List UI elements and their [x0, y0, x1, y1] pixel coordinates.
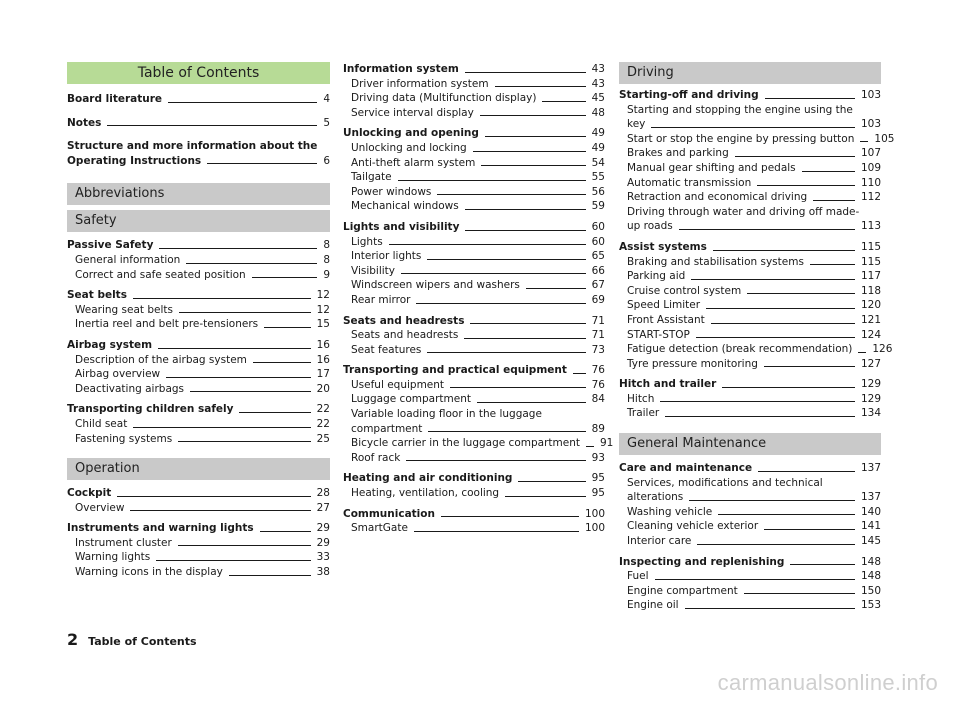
page-footer — [67, 630, 197, 649]
toc-subentry[interactable]: Seat features 73 — [351, 343, 605, 356]
toc-subentry[interactable]: Warning lights 33 — [75, 551, 330, 564]
toc-subentry[interactable]: Fuel 148 — [627, 570, 881, 583]
toc-subentry[interactable]: Manual gear shifting and pedals 109 — [627, 161, 881, 174]
toc-entry[interactable]: Assist systems 115 — [619, 240, 881, 253]
toc-subentry[interactable]: Windscreen wipers and washers 67 — [351, 279, 605, 292]
section-banner-abbreviations: Abbreviations — [67, 183, 330, 205]
toc-subentry[interactable]: up roads 113 — [627, 220, 881, 233]
toc-entry[interactable]: Lights and visibility 60 — [343, 220, 605, 233]
toc-subentry[interactable]: Roof rack 93 — [351, 451, 605, 464]
toc-subentry[interactable]: Overview 27 — [75, 501, 330, 514]
toc-entry[interactable]: Board literature 4 — [67, 93, 330, 105]
toc-entry[interactable]: Starting-off and driving 103 — [619, 89, 881, 101]
section-banner-safety: Safety — [67, 210, 330, 232]
toc-subentry[interactable]: Service interval display 48 — [351, 106, 605, 119]
watermark: carmanualsonline.info — [717, 670, 938, 695]
toc-subentry[interactable]: Hitch 129 — [627, 392, 881, 405]
toc-subentry[interactable]: START-STOP 124 — [627, 328, 881, 341]
toc-subentry[interactable]: Anti-theft alarm system 54 — [351, 156, 605, 169]
toc-subentry[interactable]: Power windows 56 — [351, 185, 605, 198]
toc-entry[interactable]: Notes 5 — [67, 116, 330, 129]
toc-entry[interactable]: Heating and air conditioning 95 — [343, 472, 605, 485]
toc-subentry[interactable]: Description of the airbag system 16 — [75, 353, 330, 366]
toc-entry-line1[interactable]: Structure and more information about the — [67, 140, 318, 153]
toc-subentry[interactable]: Automatic transmission 110 — [627, 176, 881, 189]
toc-entry[interactable]: Inspecting and replenishing 148 — [619, 555, 881, 568]
toc-entry[interactable]: Operating Instructions 6 — [67, 154, 330, 167]
toc-subentry[interactable]: Heating, ventilation, cooling 95 — [351, 487, 605, 500]
toc-subentry[interactable]: Fatigue detection (break recommendation) 126 — [627, 343, 893, 356]
toc-subentry[interactable]: General information 8 — [75, 253, 330, 266]
toc-subentry[interactable]: Mechanical windows 59 — [351, 200, 605, 213]
toc-entry[interactable]: Transporting children safely 22 — [67, 403, 330, 416]
page-number: 2 — [67, 630, 79, 649]
toc-subentry[interactable]: Child seat 22 — [75, 417, 330, 430]
toc-subentry[interactable]: Interior care 145 — [627, 535, 881, 548]
toc-subentry[interactable]: key 103 — [627, 118, 881, 131]
section-banner-maintenance: General Maintenance — [619, 433, 881, 455]
toc-subentry-line1[interactable]: Driving through water and driving off made- — [627, 205, 860, 218]
toc-subentry[interactable]: Brakes and parking 107 — [627, 147, 881, 160]
toc-subentry[interactable]: Tailgate 55 — [351, 171, 605, 184]
toc-subentry[interactable]: Parking aid 117 — [627, 270, 881, 283]
toc-subentry[interactable]: Deactivating airbags 20 — [75, 382, 330, 395]
toc-subentry[interactable]: Interior lights 65 — [351, 250, 605, 263]
toc-subentry[interactable]: Instrument cluster 29 — [75, 536, 330, 549]
toc-entry[interactable]: Communication 100 — [343, 507, 605, 520]
toc-subentry[interactable]: Inertia reel and belt pre-tensioners 15 — [75, 318, 330, 331]
toc-subentry[interactable]: Visibility 66 — [351, 264, 605, 277]
toc-subentry-line1[interactable]: Starting and stopping the engine using the — [627, 103, 853, 116]
toc-subentry[interactable]: Engine oil 153 — [627, 599, 881, 612]
toc-column-3 — [619, 62, 895, 613]
toc-subentry[interactable]: Braking and stabilisation systems 115 — [627, 255, 881, 268]
toc-subentry[interactable]: Luggage compartment 84 — [351, 393, 605, 406]
toc-entry[interactable]: Seats and headrests 71 — [343, 314, 605, 327]
toc-subentry[interactable]: SmartGate 100 — [351, 522, 605, 535]
toc-subentry[interactable]: alterations 137 — [627, 491, 881, 504]
footer-title: Table of Contents — [88, 635, 197, 648]
toc-entry[interactable]: Transporting and practical equipment 76 — [343, 364, 605, 377]
toc-subentry[interactable]: Cruise control system 118 — [627, 284, 881, 297]
toc-subentry[interactable]: Front Assistant 121 — [627, 313, 881, 326]
toc-subentry[interactable]: Useful equipment 76 — [351, 378, 605, 391]
toc-subentry[interactable]: Tyre pressure monitoring 127 — [627, 357, 881, 370]
toc-entry[interactable]: Unlocking and opening 49 — [343, 127, 605, 140]
toc-subentry[interactable]: compartment 89 — [351, 422, 605, 435]
section-banner-driving: Driving — [619, 62, 881, 84]
toc-entry[interactable]: Care and maintenance 137 — [619, 462, 881, 475]
toc-subentry[interactable]: Fastening systems 25 — [75, 432, 330, 445]
toc-subentry[interactable]: Correct and safe seated position 9 — [75, 268, 330, 281]
toc-entry[interactable]: Hitch and trailer 129 — [619, 378, 881, 391]
toc-subentry[interactable]: Bicycle carrier in the luggage compartment 91 — [351, 437, 614, 450]
toc-column-2 — [343, 62, 614, 536]
toc-subentry[interactable]: Driving data (Multifunction display) 45 — [351, 92, 605, 105]
toc-entry[interactable]: Instruments and warning lights 29 — [67, 522, 330, 535]
section-banner-operation: Operation — [67, 458, 330, 480]
toc-heading: Table of Contents — [67, 62, 330, 84]
toc-column-1 — [67, 62, 330, 580]
toc-subentry[interactable]: Retraction and economical driving 112 — [627, 191, 881, 204]
toc-subentry[interactable]: Wearing seat belts 12 — [75, 303, 330, 316]
toc-entry[interactable]: Airbag system 16 — [67, 338, 330, 351]
toc-subentry[interactable]: Lights 60 — [351, 235, 605, 248]
toc-subentry-line1[interactable]: Variable loading floor in the luggage — [351, 408, 542, 421]
toc-entry[interactable]: Information system 43 — [343, 63, 605, 75]
toc-subentry[interactable]: Engine compartment 150 — [627, 584, 881, 597]
toc-subentry-line1[interactable]: Services, modifications and technical — [627, 476, 823, 489]
toc-subentry[interactable]: Washing vehicle 140 — [627, 505, 881, 518]
toc-subentry[interactable]: Rear mirror 69 — [351, 293, 605, 306]
toc-subentry[interactable]: Warning icons in the display 38 — [75, 566, 330, 579]
toc-subentry[interactable]: Start or stop the engine by pressing button 105 — [627, 132, 895, 145]
toc-subentry[interactable]: Speed Limiter 120 — [627, 299, 881, 312]
toc-entry[interactable]: Cockpit 28 — [67, 487, 330, 500]
toc-subentry[interactable]: Driver information system 43 — [351, 77, 605, 90]
toc-subentry[interactable]: Trailer 134 — [627, 407, 881, 420]
toc-subentry[interactable]: Seats and headrests 71 — [351, 329, 605, 342]
toc-subentry[interactable]: Unlocking and locking 49 — [351, 141, 605, 154]
toc-entry[interactable]: Passive Safety 8 — [67, 239, 330, 252]
toc-entry[interactable]: Seat belts 12 — [67, 289, 330, 302]
toc-subentry[interactable]: Cleaning vehicle exterior 141 — [627, 520, 881, 533]
toc-subentry[interactable]: Airbag overview 17 — [75, 368, 330, 381]
